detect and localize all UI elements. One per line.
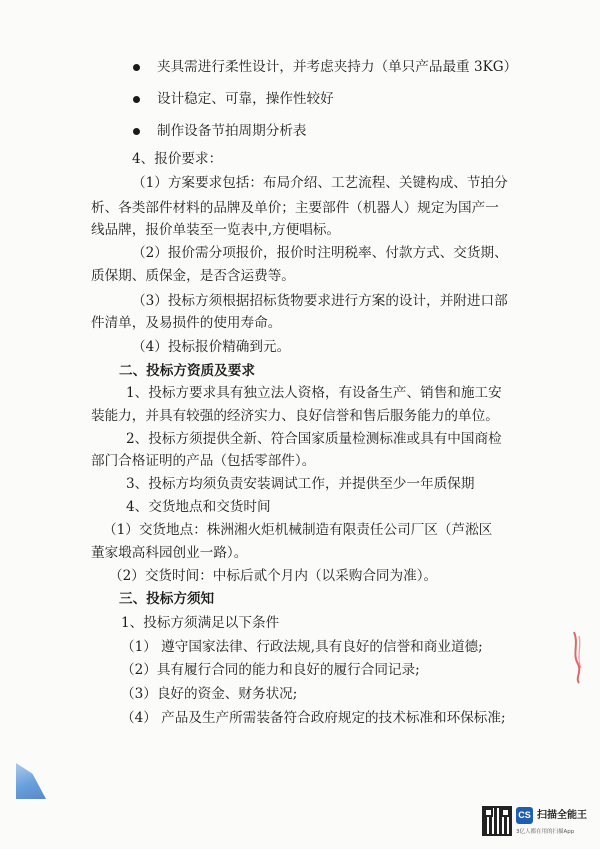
qr-code-icon [482,806,512,836]
bullet-dot [133,96,140,103]
scanner-app-name: 扫描全能王 [537,810,587,821]
paragraph-line: 析、各类部件材料的品牌及单价；主要部件（机器人）规定为国产一 [91,200,499,216]
bullet-dot [133,64,140,71]
paragraph-line: 线品牌，报价单装至一览表中,方便唱标。 [91,222,341,238]
paragraph-line: 部门合格证明的产品（包括零部件）。 [91,453,316,469]
paragraph-line: （3）良好的资金、财务状况; [121,686,298,702]
paragraph-line: （4） 产品及生产所需装备符合政府规定的技术标准和环保标准; [121,710,506,726]
paragraph-line: 件清单，及易损件的使用寿命。 [91,315,282,331]
scan-artifact-mark [16,763,46,799]
paragraph-line: 2、投标方须提供全新、符合国家质量检测标准或具有中国商检 [126,431,502,447]
camscanner-logo-icon: CS [516,807,533,824]
paragraph-line: 1、投标方要求具有独立法人资格，有设备生产、销售和施工安 [126,385,502,401]
subsection-heading: 4、报价要求： [132,151,223,167]
paragraph-line: 质保期、质保金，是否含运费等。 [91,268,295,284]
paragraph-line: （2）报价需分项报价，报价时注明税率、付款方式、交货期、 [132,245,508,261]
bullet-item: 夹具需进行柔性设计，并考虑夹持力（单只产品最重 3KG） [157,59,518,75]
paragraph-line: 1、投标方须满足以下条件 [121,615,280,631]
section-heading: 二、投标方资质及要求 [119,363,255,379]
paragraph-line: （2）交货时间：中标后贰个月内（以采购合同为准）。 [109,568,438,584]
subsection-heading: 4、交货地点和交货时间 [126,499,271,515]
paragraph-line: （4）投标报价精确到元。 [132,339,291,355]
paragraph-line: 装能力，并具有较强的经济实力、良好信誉和售后服务能力的单位。 [91,408,499,424]
bullet-item: 制作设备节拍周期分析表 [157,123,307,139]
section-heading: 三、投标方须知 [119,591,215,607]
paragraph-line: （1） 遵守国家法律、行政法规,具有良好的信誉和商业道德; [121,639,483,655]
paragraph-line: （1）交货地点：株洲湘火炬机械制造有限责任公司厂区（芦淞区 [103,522,493,538]
paragraph-line: （1）方案要求包括：布局介绍、工艺流程、关键构成、节拍分 [132,175,508,191]
paragraph-line: 3、投标方均须负责安装调试工作，并提供至少一年质保期 [126,476,475,492]
paragraph-line: （2）具有履行合同的能力和良好的履行合同记录; [121,662,420,678]
red-stamp-edge [570,630,584,685]
bullet-dot [133,128,140,135]
paragraph-line: 董家塅高科园创业一路）。 [91,545,248,561]
paragraph-line: （3）投标方须根据招标货物要求进行方案的设计，并附进口部 [132,293,508,309]
bullet-item: 设计稳定、可靠，操作性较好 [157,91,334,107]
scanner-tagline: 3亿人都在用的扫描App [516,829,575,835]
